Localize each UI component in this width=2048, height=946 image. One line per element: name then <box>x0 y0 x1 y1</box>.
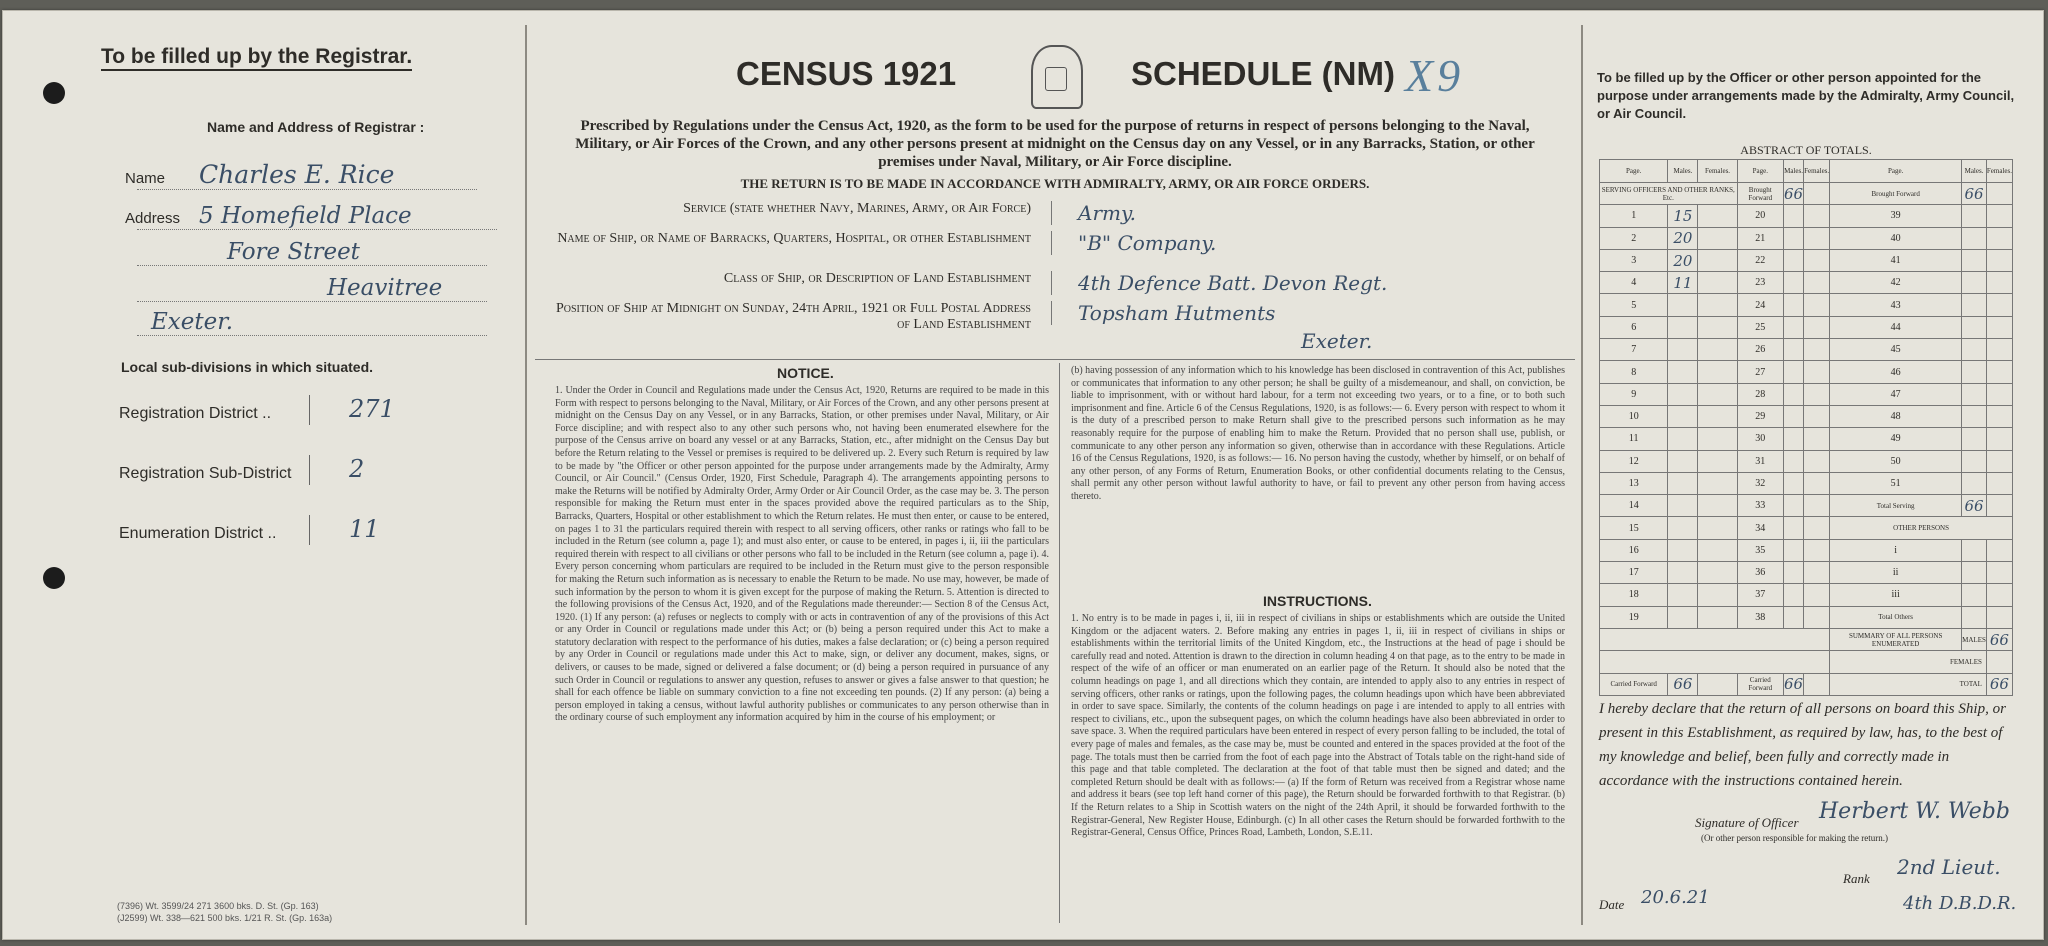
females-count <box>1986 450 2012 472</box>
females-count <box>1804 472 1830 494</box>
registration-district-label: Registration District .. <box>119 405 272 422</box>
females-count <box>1804 428 1830 450</box>
males-count <box>1783 249 1803 271</box>
print-code-2: (J2599) Wt. 338—621 500 bks. 1/21 R. St. (Gp. 163a) <box>117 913 333 923</box>
males-count <box>1783 584 1803 606</box>
page-number: 31 <box>1737 450 1783 472</box>
brought-forward-females-3 <box>1986 183 2012 205</box>
table-row-serving <box>1600 183 2013 205</box>
females-count <box>1986 249 2012 271</box>
header-males-2: Males. <box>1783 160 1803 183</box>
males-count <box>1962 584 1987 606</box>
females-count <box>1804 584 1830 606</box>
table-row <box>1600 361 2013 383</box>
males-count <box>1962 205 1987 227</box>
page-number: 48 <box>1830 405 1962 427</box>
address-label: Address <box>125 210 181 227</box>
females-count <box>1698 249 1737 271</box>
males-count <box>1668 383 1698 405</box>
males-count <box>1962 405 1987 427</box>
page-number: 21 <box>1737 227 1783 249</box>
females-count <box>1804 495 1830 517</box>
females-count <box>1986 316 2012 338</box>
males-count <box>1962 294 1987 316</box>
females-count <box>1698 294 1737 316</box>
schedule-main-panel <box>531 25 1579 925</box>
registration-district-box <box>309 395 510 425</box>
page-number: 20 <box>1737 205 1783 227</box>
page-number: 34 <box>1737 517 1783 539</box>
males-count <box>1668 405 1698 427</box>
males-count <box>1783 361 1803 383</box>
males-count <box>1783 606 1803 628</box>
abstract-title: ABSTRACT OF TOTALS. <box>1740 143 1872 157</box>
males-count: 11 <box>1668 272 1698 294</box>
females-count <box>1986 383 2012 405</box>
page-number: 18 <box>1600 584 1668 606</box>
royal-crest-icon <box>1031 45 1083 109</box>
page-number: 33 <box>1737 495 1783 517</box>
table-row <box>1600 339 2013 361</box>
females-count <box>1804 562 1830 584</box>
page-number: 5 <box>1600 294 1668 316</box>
page-number: 38 <box>1737 606 1783 628</box>
date-value: 20.6.21 <box>1641 887 1710 908</box>
page-number: 25 <box>1737 316 1783 338</box>
males-count <box>1668 495 1698 517</box>
table-header-row <box>1600 160 2013 183</box>
stamp-mark: X9 <box>1405 50 1465 101</box>
establishment-label: Name of Ship, or Name of Barracks, Quarters, Hospital, or other Establishment <box>557 231 1031 246</box>
page-number: 15 <box>1600 517 1668 539</box>
males-count <box>1668 606 1698 628</box>
males-count <box>1783 383 1803 405</box>
address-row-3 <box>137 273 487 302</box>
page-number: 49 <box>1830 428 1962 450</box>
rank-value: 2nd Lieut. <box>1897 855 2001 879</box>
page-number: 27 <box>1737 361 1783 383</box>
table-row <box>1600 205 2013 227</box>
females-count <box>1804 383 1830 405</box>
females-count <box>1986 361 2012 383</box>
females-count <box>1986 562 2012 584</box>
summary-spacer <box>1600 628 1830 650</box>
page-number: 22 <box>1737 249 1783 271</box>
females-count <box>1986 339 2012 361</box>
page-number: 9 <box>1600 383 1668 405</box>
males-count <box>1783 294 1803 316</box>
carried-forward-1: Carried Forward <box>1600 673 1668 695</box>
page-number: 28 <box>1737 383 1783 405</box>
table-row <box>1600 495 2013 517</box>
page-number: 1 <box>1600 205 1668 227</box>
table-row <box>1600 472 2013 494</box>
carried-forward-value-1: 66 <box>1668 673 1698 695</box>
males-count <box>1783 517 1803 539</box>
summary-total-label: TOTAL <box>1830 673 1987 695</box>
males-count <box>1962 539 1987 561</box>
address-row-4 <box>137 307 487 336</box>
page-number: 4 <box>1600 272 1668 294</box>
males-count <box>1962 227 1987 249</box>
males-count <box>1783 405 1803 427</box>
males-count <box>1962 450 1987 472</box>
establishment-value: "B" Company. <box>1051 231 1598 255</box>
page-number: 32 <box>1737 472 1783 494</box>
females-count <box>1804 339 1830 361</box>
officer-signature: Herbert W. Webb <box>1819 799 2010 824</box>
page-number: 11 <box>1600 428 1668 450</box>
address-line-2: Fore Street <box>227 239 360 265</box>
total-serving-label: Total Serving <box>1830 495 1962 517</box>
registration-district-row <box>119 395 509 425</box>
subdivisions-label: Local sub-divisions in which situated. <box>121 359 374 375</box>
table-row <box>1600 562 2013 584</box>
males-count <box>1962 272 1987 294</box>
males-count: 20 <box>1668 227 1698 249</box>
males-count <box>1783 562 1803 584</box>
name-label: Name <box>125 170 166 187</box>
females-count <box>1698 517 1737 539</box>
females-count <box>1804 517 1830 539</box>
females-count <box>1986 606 2012 628</box>
females-count <box>1698 272 1737 294</box>
table-row <box>1600 539 2013 561</box>
officer-panel <box>1583 25 2029 925</box>
total-others-label: Total Others <box>1830 606 1962 628</box>
females-count <box>1986 205 2012 227</box>
carried-forward-value-2: 66 <box>1783 673 1803 695</box>
page-number: 44 <box>1830 316 1962 338</box>
census-title: CENSUS 1921 <box>736 55 957 92</box>
females-count <box>1986 405 2012 427</box>
page-number: 35 <box>1737 539 1783 561</box>
males-count <box>1783 495 1803 517</box>
females-count <box>1804 249 1830 271</box>
males-count <box>1668 428 1698 450</box>
header-females-1: Females. <box>1698 160 1737 183</box>
page-number: 42 <box>1830 272 1962 294</box>
males-count <box>1783 428 1803 450</box>
notice-text-right: (b) having possession of any information which to his knowledge has been disclosed in contravention of this Act, publishes or communicates that information to any other person; he shall be guilty of a misdemeanour, and shall, on conviction, be liable to imprisonment, with or without hard labour, for a term not exceeding two years, or to a fine, or to both such imprisonment and fine. Article 6 of the Census Regulations, 1920, is as follows:— 6. Every person with respect to whom it is the duty of a prescribed person to make Return shall give to the prescribed persons such information as he may reasonably require for the purpose of enabling him to make the Return. Provided that no person shall use, publish, or communicate to any other person any information so given, otherwise than in accordance with these Regulations. Article 16 of the Census Regulations, 1920, is as follows:— 16. No person having the custody, whether by himself, or on behalf of any other person, of any Forms of Return, Enumeration Books, or other confidential documents relating to the Census, shall permit any other person without lawful authority to have, or fail to prevent any other person from having access thereto. <box>1071 365 1565 502</box>
males-count <box>1962 361 1987 383</box>
females-count <box>1698 405 1737 427</box>
page-number: 26 <box>1737 339 1783 361</box>
females-count <box>1804 405 1830 427</box>
page-number: 16 <box>1600 539 1668 561</box>
females-count <box>1804 294 1830 316</box>
registration-subdistrict-label: Registration Sub-District <box>119 465 292 482</box>
page-number: 41 <box>1830 249 1962 271</box>
enumeration-district-value: 11 <box>349 515 380 543</box>
males-count <box>1783 472 1803 494</box>
class-value: 4th Defence Batt. Devon Regt. <box>1051 271 1598 295</box>
registrar-name: Charles E. Rice <box>199 160 395 189</box>
females-count <box>1986 495 2012 517</box>
table-row <box>1600 584 2013 606</box>
header-males-3: Males. <box>1962 160 1987 183</box>
carried-forward-2: Carried Forward <box>1737 673 1783 695</box>
page-number: ii <box>1830 562 1962 584</box>
total-serving-value: 66 <box>1962 495 1987 517</box>
males-count <box>1783 205 1803 227</box>
enumeration-district-row <box>119 515 509 545</box>
males-count <box>1668 361 1698 383</box>
females-count <box>1804 205 1830 227</box>
page-number: 17 <box>1600 562 1668 584</box>
enumeration-district-label: Enumeration District .. <box>119 525 277 542</box>
registrar-header: To be filled up by the Registrar. <box>101 45 412 71</box>
page-number: 39 <box>1830 205 1962 227</box>
females-count <box>1986 428 2012 450</box>
females-count <box>1986 294 2012 316</box>
males-count <box>1668 539 1698 561</box>
table-row-carried <box>1600 673 2013 695</box>
address-line-4: Exeter. <box>151 309 234 335</box>
males-count <box>1783 339 1803 361</box>
brought-forward-value-2: 66 <box>1783 183 1803 205</box>
page-number: 12 <box>1600 450 1668 472</box>
males-count: 20 <box>1668 249 1698 271</box>
page-number: 24 <box>1737 294 1783 316</box>
page-number: 51 <box>1830 472 1962 494</box>
date-label: Date <box>1599 897 1625 912</box>
females-count <box>1698 495 1737 517</box>
page-number: 14 <box>1600 495 1668 517</box>
declaration-text: I hereby declare that the return of all persons on board this Ship, or present in this Establishment, as required by law, has, to the best of my knowledge and belief, been fully and correctly made in accordance with the instructions contained herein. <box>1599 701 2006 789</box>
females-count <box>1698 316 1737 338</box>
abstract-table-body <box>1600 205 2013 673</box>
females-count <box>1804 227 1830 249</box>
males-count <box>1962 383 1987 405</box>
females-count <box>1804 539 1830 561</box>
postal-field <box>551 329 1571 355</box>
males-count <box>1668 339 1698 361</box>
carried-forward-females-2 <box>1804 673 1830 695</box>
females-count <box>1804 272 1830 294</box>
males-count <box>1962 472 1987 494</box>
class-label: Class of Ship, or Description of Land Establishment <box>723 271 1031 286</box>
page-number: 50 <box>1830 450 1962 472</box>
males-count <box>1668 472 1698 494</box>
males-count <box>1962 316 1987 338</box>
brought-forward-2: Brought Forward <box>1737 183 1783 205</box>
females-count <box>1804 361 1830 383</box>
service-value: Army. <box>1051 201 1598 225</box>
address-row-2 <box>137 237 487 266</box>
print-code-1: (7396) Wt. 3599/24 271 3600 bks. D. St. (Gp. 163) <box>117 901 319 911</box>
page-number: 43 <box>1830 294 1962 316</box>
females-count <box>1698 227 1737 249</box>
summary-label: SUMMARY OF ALL PERSONS ENUMERATED <box>1830 628 1962 650</box>
position-label: Position of Ship at Midnight on Sunday, 24th April, 1921 or Full Postal Address of Land Establishment <box>555 301 1031 332</box>
table-row <box>1600 249 2013 271</box>
header-page-3: Page. <box>1830 160 1962 183</box>
females-count <box>1698 450 1737 472</box>
registration-district-value: 271 <box>349 395 395 423</box>
summary-males-value: 66 <box>1986 628 2012 650</box>
females-count <box>1986 227 2012 249</box>
instructions-text: 1. No entry is to be made in pages i, ii, iii in respect of civilians in ships or establishments which are outside the United Kingdom or the adjacent waters. 2. Before making any entries in pages 1, ii, iii in respect of civilians in ships or establishments within the territorial limits of the United Kingdom, etc., the Instructions at the head of page i should be carefully read and noted. Attention is drawn to the direction in column heading 4 on that page, as to the entry to be made in respect of the wife of an officer or man enumerated on an earlier page of the Return. It should also be noted that the column headings on page 1, and all directions which they contain, are intended to apply also to any entries in respect of serving officers, other ranks or ratings, upon the following pages, the column headings upon which have been abbreviated in order to save space. Similarly, the contents of the column headings on page i are intended to apply to all entries with respect to civilians, etc., upon the subsequent pages, on which the column headings have also been abbreviated in order to save space. 3. When the required particulars have been entered in respect of every person falling to be included, the total of every page of males and females, as the case may be, must be counted and entered in the spaces provided at the foot of the page. The totals must then be carried from the foot of each page into the Abstract of Totals table on the right-hand side of this page and that table completed. The declaration at the foot of that table must then be signed and dated; and the completed Return should be dealt with as follows:— (a) If the form of Return was received from a Registrar whose name and address it bears (see top left hand corner of this page), the Return should be forwarded forthwith to that Registrar. (b) If the Return relates to a Ship in Scottish waters on the night of the 24th April, it should be forwarded forthwith to the Registrar-General, New Register House, Edinburgh. (c) In all other cases the Return should be forwarded forthwith to the Registrar-General, Census Office, Princes Road, Lambeth, London, S.E.11. <box>1071 613 1565 839</box>
page-number: 3 <box>1600 249 1668 271</box>
return-orders-line: THE RETURN IS TO BE MADE IN ACCORDANCE WITH ADMIRALTY, ARMY, OR AIR FORCE ORDERS. <box>740 176 1370 191</box>
females-count <box>1698 584 1737 606</box>
header-page-2: Page. <box>1737 160 1783 183</box>
instructions-title: INSTRUCTIONS. <box>1263 593 1372 609</box>
males-count <box>1783 450 1803 472</box>
brought-forward-3: Brought Forward <box>1830 183 1962 205</box>
schedule-title: SCHEDULE (NM) <box>1131 55 1395 92</box>
males-count <box>1668 450 1698 472</box>
females-count <box>1698 383 1737 405</box>
summary-row-males <box>1600 628 2013 650</box>
males-count <box>1668 584 1698 606</box>
males-count <box>1783 539 1803 561</box>
enumeration-district-box <box>309 515 510 545</box>
other-persons-label: OTHER PERSONS <box>1830 517 2013 539</box>
census-schedule-sheet <box>2 10 2044 940</box>
registration-subdistrict-value: 2 <box>349 455 365 483</box>
page-number: 30 <box>1737 428 1783 450</box>
females-count <box>1986 539 2012 561</box>
page-number: 7 <box>1600 339 1668 361</box>
page-number: iii <box>1830 584 1962 606</box>
registration-subdistrict-box <box>309 455 510 485</box>
summary-row-females <box>1600 651 2013 673</box>
notice-rule <box>535 359 1575 360</box>
males-count <box>1962 249 1987 271</box>
unit-value: 4th D.B.D.R. <box>1903 893 2017 914</box>
header-page-1: Page. <box>1600 160 1668 183</box>
service-field <box>551 201 1571 227</box>
table-row <box>1600 450 2013 472</box>
summary-females-value <box>1986 651 2012 673</box>
page-number: 6 <box>1600 316 1668 338</box>
notice-divider <box>1059 363 1060 923</box>
table-row <box>1600 517 2013 539</box>
summary-spacer <box>1600 651 1830 673</box>
females-count <box>1804 606 1830 628</box>
page-number: 19 <box>1600 606 1668 628</box>
signature-note: (Or other person responsible for making the return.) <box>1701 833 1888 843</box>
males-count <box>1783 272 1803 294</box>
page-number: 47 <box>1830 383 1962 405</box>
males-count <box>1783 316 1803 338</box>
females-count <box>1986 472 2012 494</box>
registration-subdistrict-row <box>119 455 509 485</box>
signature-label: Signature of Officer <box>1695 815 1799 830</box>
table-row <box>1600 294 2013 316</box>
females-count <box>1698 472 1737 494</box>
table-row <box>1600 272 2013 294</box>
males-count <box>1668 562 1698 584</box>
males-count <box>1668 517 1698 539</box>
address-line-1: 5 Homefield Place <box>199 203 412 229</box>
males-count <box>1962 428 1987 450</box>
males-count <box>1962 562 1987 584</box>
summary-males-label: MALES <box>1962 628 1987 650</box>
summary-total-value: 66 <box>1986 673 2012 695</box>
males-count <box>1962 339 1987 361</box>
name-row <box>125 160 477 190</box>
header-males-1: Males. <box>1668 160 1698 183</box>
notice-text-left: 1. Under the Order in Council and Regulations made under the Census Act, 1920, Returns are required to be made in this Form with respect to persons belonging to the Naval, Military, or Air Forces of the Crown, and any other persons present at midnight on the Census Day on any Vessel, or in any Barracks, Station, or other premises under Naval, Military, or Air Force discipline; and with respect also to any other such persons who, not having been enumerated elsewhere for the purpose of the Census arrive on board any vessel or at any Barracks, Station, etc., after midnight on the Census Day but before the Return relating to the Vessel or premises is required to be delivered up. 2. Every such Return is required by law to be made by "the Officer or other person appointed for the purpose under arrangements made by the Admiralty, Army Council, or Air Council." (Census Order, 1920, First Schedule, Paragraph 4). The arrangements appointing persons to make the Returns will be notified by Admiralty Order, Army Order or Air Council Order, as the case may be. 3. The person responsible for making the Return must enter in the spaces provided above the required particulars as to the Ship, Barracks, Quarters, Hospital or other establishment to which the Return relates. He must then enter, or cause to be entered, on pages 1 to 31 the particulars required therein with respect to all serving officers, other ranks or ratings who fall to be included in the Return (see column a, page 1); and must also enter, or cause to be entered, in pages i, ii, iii the particulars required therein with respect to all civilians or other persons who fall to be included in the Return (see column a, page i). 4. Every person concerning whom particulars are required to be included in the Return must give to the person responsible for making the Return such information as is necessary to enable the Return to be made. No use may, however, be made of such information by the person to whom it is given except for the purpose of making the Return. 5. Attention is directed to the following provisions of the Census Act, 1920, and of the Regulations made thereunder:— Section 8 of the Census Act, 1920. (1) If any person: (a) refuses or neglects to comply with or acts in contravention of any of the provisions of this Act or any Order in Council or regulations made under this Act; or (b) being a person required under this Act to make a statutory declaration with respect to the performance of his duties, makes a false declaration; or (c) being a person required by any Order in Council or regulations made under this Act to make, sign, or deliver any document, makes, signs, or delivers, or causes to be made, signed or delivered a false document; or (d) being a person required in pursuance of any such Order in Council or regulations to answer any question, refuses to answer or gives a false answer to that question; he shall for each offence be liable on summary conviction to a fine not exceeding ten pounds. (2) If any person: (a) being a person employed in taking a census, without lawful authority publishes or communicates to any person otherwise than in the ordinary course of such employment any information acquired by him in the course of his employment; or <box>555 385 1049 724</box>
officer-header: To be filled up by the Officer or other person appointed for the purpose under arrangements made by the Admiralty, Army Council, or Air Council. <box>1597 70 2015 121</box>
females-count <box>1698 428 1737 450</box>
table-row <box>1600 405 2013 427</box>
females-count <box>1698 361 1737 383</box>
header-females-3: Females. <box>1986 160 2012 183</box>
address-line-3: Heavitree <box>327 275 443 301</box>
females-count <box>1698 205 1737 227</box>
address-row-1 <box>125 201 497 230</box>
brought-forward-value-3: 66 <box>1962 183 1987 205</box>
notice-title: NOTICE. <box>777 365 834 381</box>
page-number: 46 <box>1830 361 1962 383</box>
brought-forward-females-2 <box>1804 183 1830 205</box>
abstract-of-totals-table <box>1599 159 2013 696</box>
service-label: Service (state whether Navy, Marines, Army, or Air Force) <box>683 201 1031 216</box>
page-number: 8 <box>1600 361 1668 383</box>
table-row <box>1600 428 2013 450</box>
page-number: 23 <box>1737 272 1783 294</box>
males-count <box>1783 227 1803 249</box>
females-count <box>1698 606 1737 628</box>
page-number: 13 <box>1600 472 1668 494</box>
page-number: 37 <box>1737 584 1783 606</box>
registrar-panel <box>17 25 527 925</box>
table-row <box>1600 316 2013 338</box>
prescribed-paragraph: Prescribed by Regulations under the Census Act, 1920, as the form to be used for the purpose of returns in respect of persons belonging to the Naval, Military, or Air Forces of the Crown, and any other persons present at midnight on the Census day on any Vessel, or in any Barracks, Station, or other premises under Naval, Military, or Air Force discipline. <box>575 118 1535 170</box>
table-row <box>1600 606 2013 628</box>
serving-label: SERVING OFFICERS AND OTHER RANKS, Etc. <box>1600 183 1738 205</box>
males-count <box>1668 316 1698 338</box>
females-count <box>1986 272 2012 294</box>
males-count: 15 <box>1668 205 1698 227</box>
page-number: i <box>1830 539 1962 561</box>
class-field <box>551 271 1571 297</box>
summary-females-label: FEMALES <box>1830 651 1987 673</box>
females-count <box>1986 584 2012 606</box>
page-number: 10 <box>1600 405 1668 427</box>
page-number: 40 <box>1830 227 1962 249</box>
rank-label: Rank <box>1843 871 1870 886</box>
header-females-2: Females. <box>1804 160 1830 183</box>
females-count <box>1804 316 1830 338</box>
position-value: Topsham Hutments <box>1051 301 1598 325</box>
males-count <box>1962 606 1987 628</box>
females-count <box>1698 339 1737 361</box>
females-count <box>1698 562 1737 584</box>
page-number: 36 <box>1737 562 1783 584</box>
establishment-field <box>551 231 1571 267</box>
page-number: 29 <box>1737 405 1783 427</box>
carried-forward-females-1 <box>1698 673 1737 695</box>
name-address-label: Name and Address of Registrar : <box>207 119 425 135</box>
page-number: 45 <box>1830 339 1962 361</box>
males-count <box>1668 294 1698 316</box>
postal-value: Exeter. <box>1301 329 1373 353</box>
females-count <box>1804 450 1830 472</box>
page-number: 2 <box>1600 227 1668 249</box>
table-row <box>1600 383 2013 405</box>
females-count <box>1698 539 1737 561</box>
table-row <box>1600 227 2013 249</box>
